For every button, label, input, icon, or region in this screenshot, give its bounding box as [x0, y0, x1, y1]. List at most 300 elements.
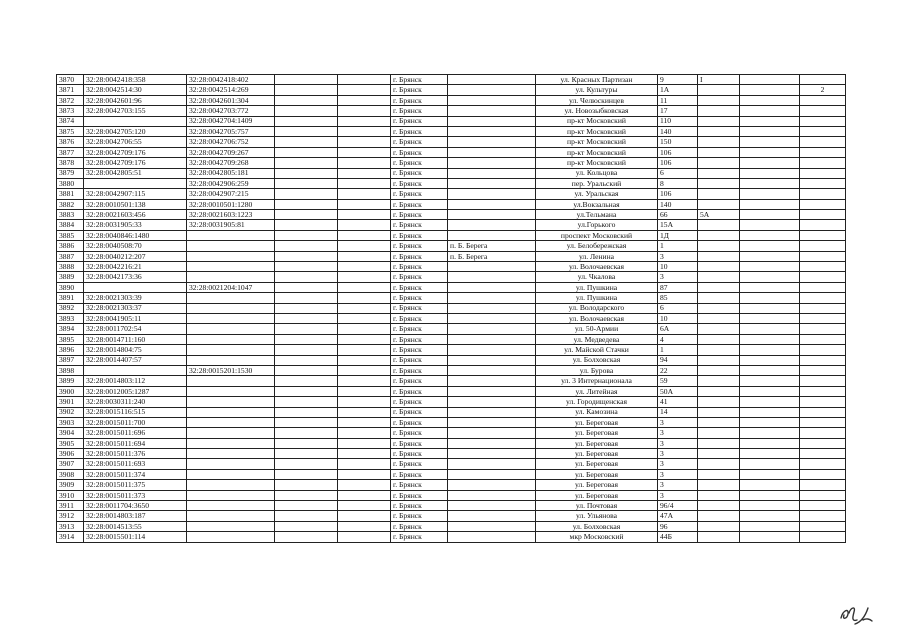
- cell-column-12: [800, 220, 846, 230]
- table-row: [57, 469, 846, 479]
- cell-building-number: [698, 376, 740, 386]
- cell-column-5: [338, 428, 391, 438]
- cell-column-4: [275, 230, 338, 240]
- cell-column-4: [275, 459, 338, 469]
- cell-street: ул. Чкалова: [536, 272, 658, 282]
- cell-column-5: [338, 241, 391, 251]
- cell-column-5: [338, 85, 391, 95]
- table-row: [57, 490, 846, 500]
- cell-house-number: 3: [658, 251, 698, 261]
- cell-settlement: [448, 459, 536, 469]
- cell-cadastral-number-building: 32:28:0021204:1047: [187, 282, 275, 292]
- cell-column-12: [800, 511, 846, 521]
- cell-house-number: 10: [658, 262, 698, 272]
- cell-cadastral-number-building: [187, 397, 275, 407]
- table-row: [57, 75, 846, 85]
- cell-cadastral-number-building: [187, 355, 275, 365]
- cell-row-number: 3913: [57, 521, 84, 531]
- cell-settlement: [448, 376, 536, 386]
- cell-settlement: [448, 324, 536, 334]
- cell-column-12: [800, 282, 846, 292]
- cell-city: г. Брянск: [391, 168, 448, 178]
- cell-cadastral-number-land: 32:28:0030311:240: [84, 397, 187, 407]
- cell-column-5: [338, 397, 391, 407]
- cell-row-number: 3878: [57, 158, 84, 168]
- table-row: [57, 210, 846, 220]
- table-row: [57, 272, 846, 282]
- cell-city: г. Брянск: [391, 158, 448, 168]
- cell-column-4: [275, 324, 338, 334]
- cell-cadastral-number-land: [84, 178, 187, 188]
- cell-column-5: [338, 189, 391, 199]
- table-row: [57, 189, 846, 199]
- table-row: [57, 126, 846, 136]
- table-row: [57, 230, 846, 240]
- table-row: [57, 532, 846, 542]
- cell-column-5: [338, 126, 391, 136]
- cell-column-12: 2: [800, 85, 846, 95]
- cell-cadastral-number-land: 32:28:0015011:374: [84, 469, 187, 479]
- cell-cadastral-number-land: 32:28:0011704:3650: [84, 501, 187, 511]
- cell-column-5: [338, 251, 391, 261]
- cell-house-number: 14: [658, 407, 698, 417]
- cell-cadastral-number-land: 32:28:0040212:207: [84, 251, 187, 261]
- cell-street: ул. Пушкина: [536, 293, 658, 303]
- cell-cadastral-number-land: 32:28:0015011:376: [84, 449, 187, 459]
- cell-street: ул. Береговая: [536, 449, 658, 459]
- cell-cadastral-number-land: 32:28:0010501:138: [84, 199, 187, 209]
- cell-column-12: [800, 407, 846, 417]
- cell-settlement: [448, 189, 536, 199]
- cell-house-number: 3: [658, 449, 698, 459]
- cell-column-4: [275, 355, 338, 365]
- cell-cadastral-number-building: [187, 303, 275, 313]
- cell-street: ул.Тельмана: [536, 210, 658, 220]
- cell-column-12: [800, 189, 846, 199]
- cell-column-12: [800, 147, 846, 157]
- cell-building-number: I: [698, 75, 740, 85]
- cell-column-5: [338, 324, 391, 334]
- cell-cadastral-number-land: 32:28:0040508:70: [84, 241, 187, 251]
- cell-cadastral-number-building: [187, 490, 275, 500]
- cell-street: мкр Московский: [536, 532, 658, 542]
- cell-column-5: [338, 376, 391, 386]
- cell-settlement: п. Б. Берега: [448, 251, 536, 261]
- cell-cadastral-number-building: [187, 438, 275, 448]
- cell-column-12: [800, 501, 846, 511]
- cell-column-11: [740, 355, 800, 365]
- cell-column-11: [740, 376, 800, 386]
- cell-column-4: [275, 417, 338, 427]
- cell-building-number: [698, 438, 740, 448]
- cell-cadastral-number-building: 32:28:0042709:267: [187, 147, 275, 157]
- cell-settlement: [448, 501, 536, 511]
- cell-row-number: 3881: [57, 189, 84, 199]
- cell-city: г. Брянск: [391, 324, 448, 334]
- table-row: [57, 459, 846, 469]
- cell-city: г. Брянск: [391, 355, 448, 365]
- cell-column-5: [338, 386, 391, 396]
- cell-cadastral-number-building: [187, 293, 275, 303]
- cell-cadastral-number-building: 32:28:0015201:1530: [187, 365, 275, 375]
- cell-row-number: 3911: [57, 501, 84, 511]
- cell-row-number: 3871: [57, 85, 84, 95]
- table-row: [57, 282, 846, 292]
- cell-row-number: 3897: [57, 355, 84, 365]
- cell-city: г. Брянск: [391, 532, 448, 542]
- cell-column-12: [800, 75, 846, 85]
- cell-city: г. Брянск: [391, 469, 448, 479]
- cell-column-5: [338, 282, 391, 292]
- cell-column-5: [338, 469, 391, 479]
- cell-row-number: 3912: [57, 511, 84, 521]
- cell-column-5: [338, 417, 391, 427]
- cell-column-4: [275, 116, 338, 126]
- table-row: [57, 449, 846, 459]
- cell-street: ул. Новозыбковская: [536, 106, 658, 116]
- cell-row-number: 3914: [57, 532, 84, 542]
- table-row: [57, 521, 846, 531]
- cell-column-4: [275, 293, 338, 303]
- cell-city: г. Брянск: [391, 501, 448, 511]
- cell-column-11: [740, 75, 800, 85]
- cell-city: г. Брянск: [391, 407, 448, 417]
- cell-column-4: [275, 106, 338, 116]
- cell-street: пр-кт Московский: [536, 116, 658, 126]
- cell-column-4: [275, 428, 338, 438]
- cell-street: пр-кт Московский: [536, 147, 658, 157]
- cell-column-4: [275, 282, 338, 292]
- cell-city: г. Брянск: [391, 365, 448, 375]
- cell-house-number: 140: [658, 199, 698, 209]
- cell-cadastral-number-land: 32:28:0014407:57: [84, 355, 187, 365]
- cell-house-number: 3: [658, 438, 698, 448]
- cell-street: пр-кт Московский: [536, 126, 658, 136]
- cell-column-11: [740, 459, 800, 469]
- cell-row-number: 3906: [57, 449, 84, 459]
- table-row: [57, 178, 846, 188]
- cell-row-number: 3880: [57, 178, 84, 188]
- cell-cadastral-number-land: [84, 365, 187, 375]
- cell-building-number: [698, 449, 740, 459]
- cell-building-number: [698, 334, 740, 344]
- cell-column-12: [800, 241, 846, 251]
- cell-cadastral-number-building: [187, 376, 275, 386]
- cell-settlement: [448, 511, 536, 521]
- cell-column-12: [800, 459, 846, 469]
- cell-row-number: 3900: [57, 386, 84, 396]
- cell-column-11: [740, 137, 800, 147]
- cell-street: ул. Береговая: [536, 417, 658, 427]
- cell-building-number: [698, 459, 740, 469]
- cell-column-11: [740, 449, 800, 459]
- cell-cadastral-number-land: 32:28:0015011:700: [84, 417, 187, 427]
- cell-column-5: [338, 272, 391, 282]
- cell-city: г. Брянск: [391, 521, 448, 531]
- cell-column-11: [740, 428, 800, 438]
- table-row: [57, 262, 846, 272]
- cell-house-number: 3: [658, 417, 698, 427]
- cell-row-number: 3874: [57, 116, 84, 126]
- cell-house-number: 85: [658, 293, 698, 303]
- cell-cadastral-number-building: 32:28:0042418:402: [187, 75, 275, 85]
- cell-house-number: 50А: [658, 386, 698, 396]
- cell-cadastral-number-building: 32:28:0042706:752: [187, 137, 275, 147]
- cell-column-4: [275, 480, 338, 490]
- table-row: [57, 365, 846, 375]
- cell-cadastral-number-land: 32:28:0015011:696: [84, 428, 187, 438]
- cell-column-5: [338, 75, 391, 85]
- cell-settlement: [448, 220, 536, 230]
- cell-column-4: [275, 199, 338, 209]
- cell-column-5: [338, 345, 391, 355]
- cell-street: ул. Ленина: [536, 251, 658, 261]
- cell-column-11: [740, 417, 800, 427]
- cell-house-number: 1А: [658, 85, 698, 95]
- cell-street: ул. Береговая: [536, 480, 658, 490]
- cell-building-number: [698, 417, 740, 427]
- cell-cadastral-number-building: 32:28:0042514:269: [187, 85, 275, 95]
- cell-building-number: [698, 137, 740, 147]
- cell-row-number: 3876: [57, 137, 84, 147]
- cell-cadastral-number-land: 32:28:0042705:120: [84, 126, 187, 136]
- cell-house-number: 59: [658, 376, 698, 386]
- cell-settlement: [448, 210, 536, 220]
- table-body: [57, 75, 846, 543]
- cell-city: г. Брянск: [391, 262, 448, 272]
- cell-column-5: [338, 501, 391, 511]
- cell-building-number: [698, 241, 740, 251]
- cell-column-4: [275, 386, 338, 396]
- cell-column-11: [740, 397, 800, 407]
- table-row: [57, 116, 846, 126]
- cell-row-number: 3895: [57, 334, 84, 344]
- cell-column-4: [275, 313, 338, 323]
- cell-column-12: [800, 345, 846, 355]
- cell-settlement: [448, 355, 536, 365]
- cell-column-4: [275, 137, 338, 147]
- cell-house-number: 106: [658, 158, 698, 168]
- cell-column-12: [800, 95, 846, 105]
- cell-house-number: 66: [658, 210, 698, 220]
- cell-settlement: [448, 449, 536, 459]
- cell-cadastral-number-land: [84, 116, 187, 126]
- cell-house-number: 3: [658, 469, 698, 479]
- table-row: [57, 355, 846, 365]
- cell-house-number: 3: [658, 272, 698, 282]
- cell-city: г. Брянск: [391, 75, 448, 85]
- table-row: [57, 334, 846, 344]
- cell-row-number: 3884: [57, 220, 84, 230]
- cell-street: ул. Береговая: [536, 438, 658, 448]
- cell-column-4: [275, 95, 338, 105]
- cell-column-5: [338, 532, 391, 542]
- cell-column-11: [740, 272, 800, 282]
- cell-building-number: [698, 262, 740, 272]
- cell-row-number: 3877: [57, 147, 84, 157]
- cell-column-11: [740, 313, 800, 323]
- cell-house-number: 8: [658, 178, 698, 188]
- address-register-table: [56, 74, 846, 543]
- cell-cadastral-number-building: 32:28:0021603:1223: [187, 210, 275, 220]
- cell-column-12: [800, 386, 846, 396]
- cell-building-number: [698, 345, 740, 355]
- cell-column-4: [275, 220, 338, 230]
- table-row: [57, 386, 846, 396]
- cell-settlement: [448, 126, 536, 136]
- cell-city: г. Брянск: [391, 282, 448, 292]
- cell-house-number: 94: [658, 355, 698, 365]
- cell-house-number: 4: [658, 334, 698, 344]
- cell-column-11: [740, 116, 800, 126]
- cell-house-number: 87: [658, 282, 698, 292]
- cell-cadastral-number-land: 32:28:0015116:515: [84, 407, 187, 417]
- cell-column-4: [275, 126, 338, 136]
- cell-street: ул. Бурова: [536, 365, 658, 375]
- table-row: [57, 511, 846, 521]
- cell-row-number: 3908: [57, 469, 84, 479]
- cell-column-11: [740, 126, 800, 136]
- table-row: [57, 106, 846, 116]
- cell-column-11: [740, 345, 800, 355]
- cell-building-number: [698, 95, 740, 105]
- cell-settlement: [448, 428, 536, 438]
- cell-settlement: [448, 345, 536, 355]
- cell-column-12: [800, 438, 846, 448]
- cell-column-11: [740, 407, 800, 417]
- cell-column-5: [338, 480, 391, 490]
- cell-building-number: [698, 480, 740, 490]
- cell-house-number: 96/4: [658, 501, 698, 511]
- cell-column-4: [275, 85, 338, 95]
- cell-row-number: 3882: [57, 199, 84, 209]
- cell-column-4: [275, 490, 338, 500]
- cell-street: ул. 3 Интернационала: [536, 376, 658, 386]
- cell-cadastral-number-land: 32:28:0012005:1287: [84, 386, 187, 396]
- cell-settlement: [448, 137, 536, 147]
- cell-column-11: [740, 480, 800, 490]
- cell-row-number: 3907: [57, 459, 84, 469]
- cell-column-5: [338, 490, 391, 500]
- cell-column-5: [338, 334, 391, 344]
- cell-column-12: [800, 480, 846, 490]
- table-row: [57, 345, 846, 355]
- cell-house-number: 1Д: [658, 230, 698, 240]
- cell-street: ул. Камозина: [536, 407, 658, 417]
- cell-column-12: [800, 230, 846, 240]
- cell-column-5: [338, 262, 391, 272]
- cell-street: ул. Пушкина: [536, 282, 658, 292]
- cell-street: ул. Почтовая: [536, 501, 658, 511]
- cell-street: ул.Вокзальная: [536, 199, 658, 209]
- cell-settlement: п. Б. Берега: [448, 241, 536, 251]
- cell-cadastral-number-building: 32:28:0042709:268: [187, 158, 275, 168]
- cell-cadastral-number-land: 32:28:0042907:115: [84, 189, 187, 199]
- cell-house-number: 3: [658, 459, 698, 469]
- table-row: [57, 376, 846, 386]
- cell-city: г. Брянск: [391, 449, 448, 459]
- cell-city: г. Брянск: [391, 345, 448, 355]
- cell-settlement: [448, 230, 536, 240]
- cell-city: г. Брянск: [391, 386, 448, 396]
- cell-street: ул. Медведева: [536, 334, 658, 344]
- cell-settlement: [448, 262, 536, 272]
- cell-street: ул. Болховская: [536, 521, 658, 531]
- table-row: [57, 303, 846, 313]
- cell-city: г. Брянск: [391, 376, 448, 386]
- cell-building-number: [698, 501, 740, 511]
- cell-building-number: [698, 85, 740, 95]
- cell-house-number: 11: [658, 95, 698, 105]
- cell-building-number: [698, 220, 740, 230]
- cell-column-12: [800, 137, 846, 147]
- cell-building-number: [698, 282, 740, 292]
- cell-column-12: [800, 417, 846, 427]
- table-row: [57, 324, 846, 334]
- cell-cadastral-number-building: [187, 324, 275, 334]
- table-row: [57, 168, 846, 178]
- cell-cadastral-number-building: [187, 449, 275, 459]
- cell-column-5: [338, 313, 391, 323]
- cell-city: г. Брянск: [391, 178, 448, 188]
- cell-house-number: 41: [658, 397, 698, 407]
- cell-street: ул. Белобережская: [536, 241, 658, 251]
- cell-column-4: [275, 397, 338, 407]
- cell-street: пр-кт Московский: [536, 137, 658, 147]
- cell-column-12: [800, 199, 846, 209]
- cell-settlement: [448, 85, 536, 95]
- cell-house-number: 140: [658, 126, 698, 136]
- cell-column-11: [740, 189, 800, 199]
- cell-city: г. Брянск: [391, 438, 448, 448]
- cell-column-11: [740, 324, 800, 334]
- cell-city: г. Брянск: [391, 490, 448, 500]
- cell-city: г. Брянск: [391, 220, 448, 230]
- cell-settlement: [448, 407, 536, 417]
- cell-column-12: [800, 168, 846, 178]
- table-row: [57, 313, 846, 323]
- cell-column-4: [275, 147, 338, 157]
- cell-settlement: [448, 199, 536, 209]
- table-row: [57, 241, 846, 251]
- cell-column-5: [338, 438, 391, 448]
- cell-cadastral-number-building: 32:28:0031905:81: [187, 220, 275, 230]
- cell-column-12: [800, 397, 846, 407]
- cell-cadastral-number-building: [187, 480, 275, 490]
- cell-building-number: [698, 490, 740, 500]
- cell-street: пр-кт Московский: [536, 158, 658, 168]
- cell-column-11: [740, 334, 800, 344]
- handwritten-signature-icon: [835, 598, 875, 628]
- cell-settlement: [448, 397, 536, 407]
- cell-building-number: [698, 126, 740, 136]
- cell-house-number: 106: [658, 147, 698, 157]
- cell-cadastral-number-land: 32:28:0014513:55: [84, 521, 187, 531]
- cell-house-number: 3: [658, 428, 698, 438]
- cell-street: ул. Культуры: [536, 85, 658, 95]
- cell-row-number: 3903: [57, 417, 84, 427]
- cell-column-11: [740, 438, 800, 448]
- cell-column-12: [800, 355, 846, 365]
- cell-settlement: [448, 303, 536, 313]
- cell-cadastral-number-land: 32:28:0042703:155: [84, 106, 187, 116]
- cell-column-5: [338, 106, 391, 116]
- cell-column-11: [740, 251, 800, 261]
- cell-cadastral-number-land: 32:28:0042706:55: [84, 137, 187, 147]
- cell-building-number: [698, 313, 740, 323]
- cell-column-12: [800, 490, 846, 500]
- cell-building-number: [698, 407, 740, 417]
